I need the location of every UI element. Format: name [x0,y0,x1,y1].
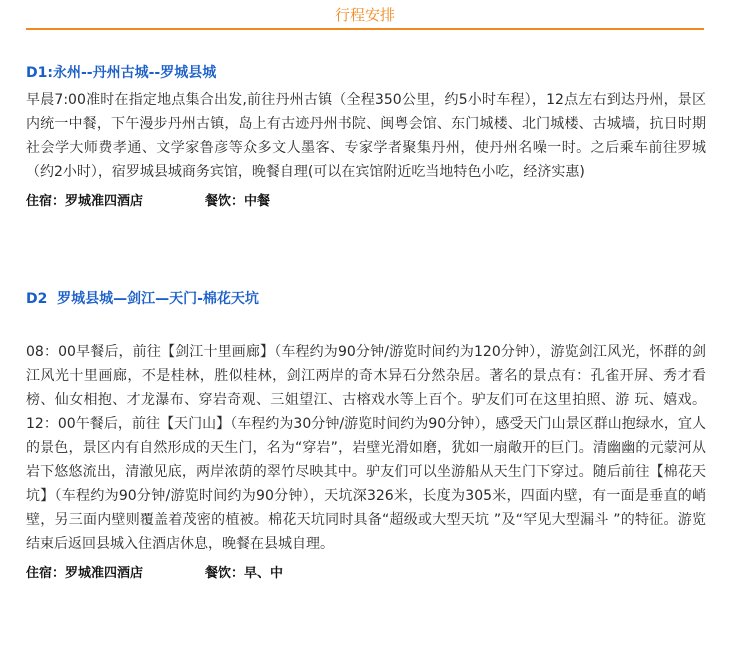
day-2-meal: 餐饮：早、中 [205,566,284,581]
day-2-route: 罗城县城—剑江—天门-棉花天坑 [47,291,259,307]
day-1-meal: 餐饮：中餐 [205,194,271,209]
day-2-title [26,288,706,308]
day-2-code: D2 [26,291,48,307]
day-1-stay: 住宿：罗城准四酒店 [26,194,144,209]
section-title: 行程安排 [334,6,395,24]
day-1-block [26,62,706,209]
section-header [26,0,704,30]
day-1-code: D1 [26,65,48,81]
day-1-info [26,190,706,209]
day-1-route: :永州--丹州古城--罗城县城 [47,65,217,81]
day-1-title [26,62,706,82]
day-2-block [26,288,706,581]
day-2-stay: 住宿：罗城准四酒店 [26,566,144,581]
day-2-description: 08：00早餐后，前往【剑江十里画廊】（车程约为90分钟/游览时间约为120分钟），游览剑江风光，怀群的剑江风光十里画廊，不是桂林，胜似桂林，剑江两岸的奇木异石分然杂居。著名的景点有：孔雀开屏、秀才看榜、仙女相抱、才龙瀑布、穿岩奇观、三姐望江、古榕戏水等上百个。驴友们可在这里拍照、游 玩、嬉戏。12：00午餐后，前往【天门山】（车程约为30分钟/游览时间约为90分钟），感受天门山景区群山抱绿水，宜人的景色，景区内有自然形成的天生门，名为“穿岩”，岩壁光滑如磨，犹如一扇敞开的巨门。清幽幽的元蒙河从岩下悠悠流出，清澈见底，两岸浓荫的翠竹尽映其中。驴友们可以坐游船从天生门下穿过。随后前往【棉花天坑】（车程约为90分钟/游览时间约为90分钟），天坑深326米，长度为305米，四面内壁，有一面是垂直的峭壁，另三面内壁则覆盖着茂密的植被。棉花天坑同时具备“超级或大型天坑 ”及“罕见大型漏斗 ”的特征。游览结束后返回县城入住酒店休息，晚餐在县城自理。 [26,344,706,552]
day-1-description: 早晨7:00准时在指定地点集合出发,前往丹州古镇（全程350公里，约5小时车程），12点左右到达丹州，景区内统一中餐，下午漫步丹州古镇，岛上有古迹丹州书院、闽粤会馆、东门城楼、北门城楼、古城墙，抗日时期社会学大师费孝通、文学家鲁彦等众多文人墨客、专家学者聚集丹州，使丹州名噪一时。之后乘车前往罗城（约2小时），宿罗城县城商务宾馆，晚餐自理(可以在宾馆附近吃当地特色小吃，经济实惠) [26,92,706,180]
day-2-info [26,562,706,581]
